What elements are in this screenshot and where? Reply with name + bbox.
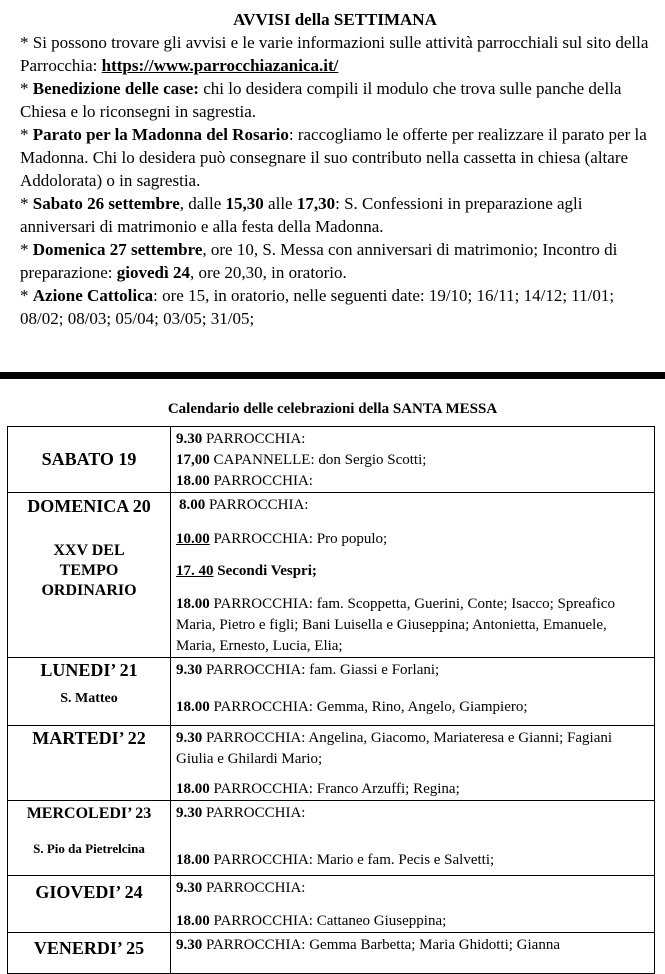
list-item: 9.30 PARROCCHIA: (176, 880, 306, 896)
day-cell: DOMENICA 20 XXV DEL TEMPO ORDINARIO (8, 493, 171, 658)
entries-cell (171, 876, 655, 933)
section-divider (0, 372, 665, 379)
list-item: 17. 40 Secondi Vespri; (176, 563, 317, 579)
avviso-anniversari: * Domenica 27 settembre, ore 10, S. Messa con anniversari di matrimonio; Incontro di preparazione: giovedì 24, ore 20,30, in oratorio. (20, 240, 618, 282)
day-cell: LUNEDI’ 21 S. Matteo (8, 658, 171, 726)
entries-cell (171, 726, 655, 801)
list-item: 9.30 PARROCCHIA: Angelina, Giacomo, Mariateresa e Gianni; Fagiani Giulia e Ghilardi Mario; (176, 730, 613, 767)
entries-cell (171, 493, 655, 658)
day-cell: MARTEDI’ 22 (8, 726, 171, 801)
list-item: 18.00 PARROCCHIA: (176, 473, 313, 489)
day-cell: MERCOLEDI’ 23 S. Pio da Pietrelcina (8, 801, 171, 876)
day-cell: GIOVEDI’ 24 (8, 876, 171, 933)
avviso-azione-cattolica: * Azione Cattolica: ore 15, in oratorio, nelle seguenti date: 19/10; 16/11; 14/12; 11/01; 08/02; 08/03; 05/04; 03/05; 31/05; (20, 286, 615, 328)
table-row (8, 427, 655, 493)
table-row (8, 658, 655, 726)
avviso-parato: * Parato per la Madonna del Rosario: raccogliamo le offerte per realizzare il parato per la Madonna. Chi lo desidera può consegnare il suo contributo nella cassetta in chiesa (altare Addolorata) o in sagrestia. (20, 125, 647, 190)
list-item: 10.00 PARROCCHIA: Pro populo; (176, 531, 388, 547)
entries-cell (171, 658, 655, 726)
table-row (8, 726, 655, 801)
list-item: 18.00 PARROCCHIA: Cattaneo Giuseppina; (176, 913, 447, 929)
list-item: 9.30 PARROCCHIA: (176, 431, 306, 447)
list-item: 9.30 PARROCCHIA: fam. Giassi e Forlani; (176, 662, 440, 678)
table-row (8, 876, 655, 933)
table-row (8, 933, 655, 974)
table-row (8, 493, 655, 658)
table-row (8, 801, 655, 876)
calendar-title: Calendario delle celebrazioni della SANTA MESSA (167, 401, 498, 417)
list-item: 18.00 PARROCCHIA: fam. Scoppetta, Guerini, Conte; Isacco; Spreafico Maria, Pietro e figli; Bani Luisella e Giuseppina; Antonietta, Emanuele, Maria, Ernesto, Lucia, Elia; (176, 596, 615, 654)
avvisi-title: AVVISI della SETTIMANA (233, 10, 437, 29)
entries-cell (171, 427, 655, 493)
avviso-benedizione: * Benedizione delle case: chi lo desidera compili il modulo che trova sulle panche della Chiesa e lo riconsegni in sagrestia. (20, 79, 622, 121)
avviso-sito: * Si possono trovare gli avvisi e le varie informazioni sulle attività parrocchiali sul sito della Parrocchia: https://www.parrocchiazanica.it/ (20, 33, 649, 75)
entries-cell (171, 933, 655, 974)
mass-calendar-table (7, 426, 655, 974)
list-item: 8.00 PARROCCHIA: (179, 497, 309, 513)
entries-cell (171, 801, 655, 876)
day-cell: SABATO 19 (8, 427, 171, 493)
day-cell: VENERDI’ 25 (8, 933, 171, 974)
avviso-confessioni: * Sabato 26 settembre, dalle 15,30 alle 17,30: S. Confessioni in preparazione agli anniversari di matrimonio e alla festa della Madonna. (20, 194, 583, 236)
list-item: 17,00 CAPANNELLE: don Sergio Scotti; (176, 452, 427, 468)
list-item: 9.30 PARROCCHIA: Gemma Barbetta; Maria Ghidotti; Gianna (176, 937, 560, 953)
list-item: 9.30 PARROCCHIA: (176, 805, 306, 821)
list-item: 18.00 PARROCCHIA: Gemma, Rino, Angelo, Giampiero; (176, 699, 528, 715)
parish-website-link[interactable]: https://www.parrocchiazanica.it/ (101, 56, 339, 75)
avvisi-section (20, 8, 650, 330)
list-item: 18.00 PARROCCHIA: Franco Arzuffi; Regina; (176, 781, 460, 797)
list-item: 18.00 PARROCCHIA: Mario e fam. Pecis e Salvetti; (176, 852, 495, 868)
